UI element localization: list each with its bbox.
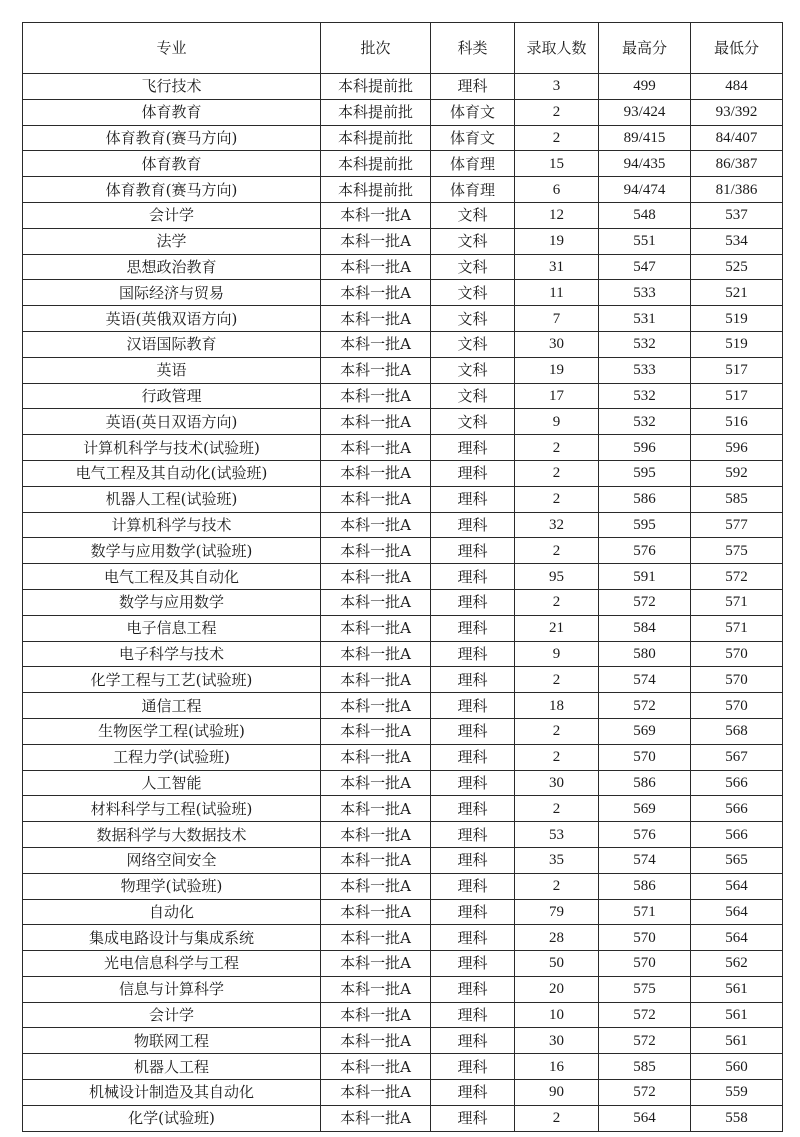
cell-major: 机械设计制造及其自动化 bbox=[23, 1080, 321, 1106]
cell-min-score: 575 bbox=[691, 538, 783, 564]
cell-max-score: 580 bbox=[599, 641, 691, 667]
cell-batch: 本科一批A bbox=[321, 693, 431, 719]
cell-batch: 本科一批A bbox=[321, 822, 431, 848]
cell-admitted-count: 11 bbox=[515, 280, 599, 306]
cell-batch: 本科提前批 bbox=[321, 177, 431, 203]
cell-subject-type: 理科 bbox=[431, 822, 515, 848]
cell-major: 国际经济与贸易 bbox=[23, 280, 321, 306]
table-row bbox=[23, 899, 783, 925]
cell-admitted-count: 2 bbox=[515, 99, 599, 125]
cell-max-score: 586 bbox=[599, 873, 691, 899]
cell-batch: 本科一批A bbox=[321, 718, 431, 744]
cell-min-score: 81/386 bbox=[691, 177, 783, 203]
cell-subject-type: 理科 bbox=[431, 1054, 515, 1080]
cell-max-score: 595 bbox=[599, 460, 691, 486]
cell-min-score: 566 bbox=[691, 822, 783, 848]
cell-subject-type: 理科 bbox=[431, 1105, 515, 1131]
cell-max-score: 586 bbox=[599, 770, 691, 796]
cell-max-score: 595 bbox=[599, 512, 691, 538]
cell-major: 法学 bbox=[23, 228, 321, 254]
table-row bbox=[23, 667, 783, 693]
cell-major: 数学与应用数学(试验班) bbox=[23, 538, 321, 564]
table-row bbox=[23, 822, 783, 848]
cell-admitted-count: 90 bbox=[515, 1080, 599, 1106]
table-row bbox=[23, 796, 783, 822]
cell-subject-type: 理科 bbox=[431, 925, 515, 951]
cell-batch: 本科一批A bbox=[321, 538, 431, 564]
cell-max-score: 570 bbox=[599, 744, 691, 770]
cell-major: 机器人工程 bbox=[23, 1054, 321, 1080]
cell-min-score: 564 bbox=[691, 925, 783, 951]
header-batch: 批次 bbox=[321, 23, 431, 74]
cell-max-score: 575 bbox=[599, 976, 691, 1002]
cell-major: 网络空间安全 bbox=[23, 847, 321, 873]
cell-batch: 本科一批A bbox=[321, 460, 431, 486]
cell-max-score: 596 bbox=[599, 435, 691, 461]
cell-min-score: 566 bbox=[691, 796, 783, 822]
cell-major: 化学(试验班) bbox=[23, 1105, 321, 1131]
table-row bbox=[23, 151, 783, 177]
cell-max-score: 584 bbox=[599, 615, 691, 641]
cell-major: 光电信息科学与工程 bbox=[23, 951, 321, 977]
cell-max-score: 570 bbox=[599, 951, 691, 977]
cell-major: 工程力学(试验班) bbox=[23, 744, 321, 770]
cell-admitted-count: 2 bbox=[515, 1105, 599, 1131]
table-row bbox=[23, 1105, 783, 1131]
table-row bbox=[23, 976, 783, 1002]
cell-batch: 本科一批A bbox=[321, 254, 431, 280]
cell-major: 化学工程与工艺(试验班) bbox=[23, 667, 321, 693]
cell-admitted-count: 2 bbox=[515, 460, 599, 486]
cell-min-score: 570 bbox=[691, 641, 783, 667]
table-row bbox=[23, 357, 783, 383]
cell-admitted-count: 17 bbox=[515, 383, 599, 409]
cell-major: 计算机科学与技术 bbox=[23, 512, 321, 538]
cell-admitted-count: 2 bbox=[515, 538, 599, 564]
cell-batch: 本科一批A bbox=[321, 641, 431, 667]
admission-scores-table bbox=[22, 22, 783, 1132]
table-row bbox=[23, 512, 783, 538]
cell-max-score: 569 bbox=[599, 718, 691, 744]
cell-max-score: 532 bbox=[599, 409, 691, 435]
cell-admitted-count: 32 bbox=[515, 512, 599, 538]
cell-subject-type: 文科 bbox=[431, 409, 515, 435]
cell-batch: 本科一批A bbox=[321, 331, 431, 357]
table-row bbox=[23, 847, 783, 873]
cell-subject-type: 理科 bbox=[431, 951, 515, 977]
table-row bbox=[23, 331, 783, 357]
table-row bbox=[23, 641, 783, 667]
cell-max-score: 532 bbox=[599, 331, 691, 357]
cell-min-score: 561 bbox=[691, 976, 783, 1002]
table-row bbox=[23, 1002, 783, 1028]
table-row bbox=[23, 564, 783, 590]
header-major: 专业 bbox=[23, 23, 321, 74]
cell-max-score: 547 bbox=[599, 254, 691, 280]
table-row bbox=[23, 409, 783, 435]
cell-admitted-count: 2 bbox=[515, 435, 599, 461]
cell-batch: 本科提前批 bbox=[321, 125, 431, 151]
cell-admitted-count: 2 bbox=[515, 744, 599, 770]
cell-major: 思想政治教育 bbox=[23, 254, 321, 280]
table-row bbox=[23, 744, 783, 770]
cell-max-score: 569 bbox=[599, 796, 691, 822]
cell-subject-type: 理科 bbox=[431, 512, 515, 538]
cell-subject-type: 文科 bbox=[431, 383, 515, 409]
cell-subject-type: 文科 bbox=[431, 228, 515, 254]
cell-subject-type: 理科 bbox=[431, 641, 515, 667]
cell-max-score: 564 bbox=[599, 1105, 691, 1131]
cell-min-score: 567 bbox=[691, 744, 783, 770]
cell-major: 体育教育 bbox=[23, 99, 321, 125]
cell-major: 集成电路设计与集成系统 bbox=[23, 925, 321, 951]
cell-subject-type: 理科 bbox=[431, 744, 515, 770]
cell-major: 电子信息工程 bbox=[23, 615, 321, 641]
cell-min-score: 571 bbox=[691, 589, 783, 615]
cell-batch: 本科一批A bbox=[321, 976, 431, 1002]
cell-admitted-count: 16 bbox=[515, 1054, 599, 1080]
cell-min-score: 537 bbox=[691, 202, 783, 228]
cell-min-score: 577 bbox=[691, 512, 783, 538]
cell-admitted-count: 28 bbox=[515, 925, 599, 951]
cell-min-score: 592 bbox=[691, 460, 783, 486]
cell-subject-type: 理科 bbox=[431, 976, 515, 1002]
cell-admitted-count: 3 bbox=[515, 74, 599, 100]
table-body bbox=[23, 74, 783, 1132]
cell-max-score: 94/435 bbox=[599, 151, 691, 177]
table-row bbox=[23, 435, 783, 461]
cell-major: 机器人工程(试验班) bbox=[23, 486, 321, 512]
cell-max-score: 499 bbox=[599, 74, 691, 100]
cell-subject-type: 理科 bbox=[431, 667, 515, 693]
table-row bbox=[23, 460, 783, 486]
cell-subject-type: 理科 bbox=[431, 796, 515, 822]
cell-max-score: 572 bbox=[599, 1028, 691, 1054]
cell-batch: 本科一批A bbox=[321, 1054, 431, 1080]
cell-admitted-count: 9 bbox=[515, 409, 599, 435]
table-row bbox=[23, 306, 783, 332]
header-admitted-count: 录取人数 bbox=[515, 23, 599, 74]
cell-subject-type: 理科 bbox=[431, 615, 515, 641]
cell-major: 自动化 bbox=[23, 899, 321, 925]
table-row bbox=[23, 74, 783, 100]
cell-min-score: 84/407 bbox=[691, 125, 783, 151]
table-row bbox=[23, 1080, 783, 1106]
cell-admitted-count: 2 bbox=[515, 125, 599, 151]
cell-min-score: 572 bbox=[691, 564, 783, 590]
cell-batch: 本科一批A bbox=[321, 951, 431, 977]
cell-batch: 本科一批A bbox=[321, 744, 431, 770]
cell-subject-type: 理科 bbox=[431, 538, 515, 564]
cell-min-score: 519 bbox=[691, 331, 783, 357]
cell-subject-type: 理科 bbox=[431, 1002, 515, 1028]
cell-admitted-count: 15 bbox=[515, 151, 599, 177]
cell-major: 体育教育(赛马方向) bbox=[23, 177, 321, 203]
cell-batch: 本科一批A bbox=[321, 486, 431, 512]
cell-min-score: 561 bbox=[691, 1002, 783, 1028]
cell-major: 体育教育(赛马方向) bbox=[23, 125, 321, 151]
cell-batch: 本科提前批 bbox=[321, 151, 431, 177]
cell-max-score: 572 bbox=[599, 1080, 691, 1106]
cell-batch: 本科一批A bbox=[321, 435, 431, 461]
cell-batch: 本科一批A bbox=[321, 202, 431, 228]
cell-max-score: 93/424 bbox=[599, 99, 691, 125]
cell-max-score: 572 bbox=[599, 1002, 691, 1028]
cell-batch: 本科一批A bbox=[321, 1080, 431, 1106]
cell-min-score: 566 bbox=[691, 770, 783, 796]
table-row bbox=[23, 383, 783, 409]
cell-admitted-count: 20 bbox=[515, 976, 599, 1002]
cell-admitted-count: 6 bbox=[515, 177, 599, 203]
cell-subject-type: 理科 bbox=[431, 1028, 515, 1054]
cell-max-score: 576 bbox=[599, 822, 691, 848]
cell-min-score: 561 bbox=[691, 1028, 783, 1054]
cell-major: 英语(英日双语方向) bbox=[23, 409, 321, 435]
cell-max-score: 533 bbox=[599, 280, 691, 306]
cell-admitted-count: 2 bbox=[515, 718, 599, 744]
cell-batch: 本科一批A bbox=[321, 1028, 431, 1054]
cell-min-score: 562 bbox=[691, 951, 783, 977]
cell-major: 数学与应用数学 bbox=[23, 589, 321, 615]
table-row bbox=[23, 125, 783, 151]
cell-subject-type: 理科 bbox=[431, 899, 515, 925]
cell-subject-type: 理科 bbox=[431, 718, 515, 744]
cell-max-score: 576 bbox=[599, 538, 691, 564]
cell-batch: 本科一批A bbox=[321, 1002, 431, 1028]
cell-subject-type: 体育文 bbox=[431, 125, 515, 151]
cell-admitted-count: 19 bbox=[515, 228, 599, 254]
cell-subject-type: 文科 bbox=[431, 280, 515, 306]
cell-admitted-count: 30 bbox=[515, 770, 599, 796]
cell-min-score: 558 bbox=[691, 1105, 783, 1131]
cell-major: 计算机科学与技术(试验班) bbox=[23, 435, 321, 461]
cell-major: 英语(英俄双语方向) bbox=[23, 306, 321, 332]
cell-subject-type: 理科 bbox=[431, 564, 515, 590]
cell-admitted-count: 53 bbox=[515, 822, 599, 848]
table-row bbox=[23, 615, 783, 641]
cell-admitted-count: 9 bbox=[515, 641, 599, 667]
cell-admitted-count: 10 bbox=[515, 1002, 599, 1028]
cell-min-score: 517 bbox=[691, 383, 783, 409]
cell-subject-type: 理科 bbox=[431, 1080, 515, 1106]
cell-batch: 本科一批A bbox=[321, 409, 431, 435]
cell-subject-type: 文科 bbox=[431, 254, 515, 280]
header-min-score: 最低分 bbox=[691, 23, 783, 74]
cell-max-score: 571 bbox=[599, 899, 691, 925]
cell-min-score: 596 bbox=[691, 435, 783, 461]
table-row bbox=[23, 228, 783, 254]
cell-max-score: 531 bbox=[599, 306, 691, 332]
cell-batch: 本科一批A bbox=[321, 306, 431, 332]
table-row bbox=[23, 1028, 783, 1054]
cell-min-score: 521 bbox=[691, 280, 783, 306]
cell-batch: 本科一批A bbox=[321, 796, 431, 822]
header-subject-type: 科类 bbox=[431, 23, 515, 74]
cell-major: 通信工程 bbox=[23, 693, 321, 719]
cell-batch: 本科一批A bbox=[321, 899, 431, 925]
cell-max-score: 570 bbox=[599, 925, 691, 951]
cell-batch: 本科提前批 bbox=[321, 99, 431, 125]
cell-admitted-count: 2 bbox=[515, 667, 599, 693]
cell-min-score: 484 bbox=[691, 74, 783, 100]
cell-major: 英语 bbox=[23, 357, 321, 383]
cell-min-score: 564 bbox=[691, 873, 783, 899]
cell-major: 电气工程及其自动化 bbox=[23, 564, 321, 590]
cell-min-score: 525 bbox=[691, 254, 783, 280]
table-row bbox=[23, 486, 783, 512]
cell-min-score: 559 bbox=[691, 1080, 783, 1106]
cell-min-score: 516 bbox=[691, 409, 783, 435]
table-row bbox=[23, 718, 783, 744]
cell-subject-type: 文科 bbox=[431, 202, 515, 228]
cell-subject-type: 理科 bbox=[431, 589, 515, 615]
cell-max-score: 94/474 bbox=[599, 177, 691, 203]
cell-major: 物联网工程 bbox=[23, 1028, 321, 1054]
cell-batch: 本科一批A bbox=[321, 925, 431, 951]
cell-max-score: 572 bbox=[599, 589, 691, 615]
cell-subject-type: 理科 bbox=[431, 74, 515, 100]
cell-admitted-count: 95 bbox=[515, 564, 599, 590]
cell-major: 电子科学与技术 bbox=[23, 641, 321, 667]
header-row bbox=[23, 23, 783, 74]
cell-admitted-count: 79 bbox=[515, 899, 599, 925]
cell-subject-type: 理科 bbox=[431, 486, 515, 512]
table-row bbox=[23, 693, 783, 719]
cell-major: 材料科学与工程(试验班) bbox=[23, 796, 321, 822]
cell-subject-type: 文科 bbox=[431, 331, 515, 357]
table-row bbox=[23, 99, 783, 125]
cell-admitted-count: 2 bbox=[515, 796, 599, 822]
cell-admitted-count: 7 bbox=[515, 306, 599, 332]
cell-max-score: 551 bbox=[599, 228, 691, 254]
cell-major: 电气工程及其自动化(试验班) bbox=[23, 460, 321, 486]
table-row bbox=[23, 254, 783, 280]
cell-min-score: 517 bbox=[691, 357, 783, 383]
cell-batch: 本科一批A bbox=[321, 589, 431, 615]
cell-major: 飞行技术 bbox=[23, 74, 321, 100]
cell-major: 信息与计算科学 bbox=[23, 976, 321, 1002]
cell-major: 数据科学与大数据技术 bbox=[23, 822, 321, 848]
cell-major: 汉语国际教育 bbox=[23, 331, 321, 357]
cell-admitted-count: 30 bbox=[515, 1028, 599, 1054]
cell-major: 体育教育 bbox=[23, 151, 321, 177]
cell-batch: 本科一批A bbox=[321, 873, 431, 899]
cell-min-score: 570 bbox=[691, 667, 783, 693]
table-row bbox=[23, 1054, 783, 1080]
cell-batch: 本科一批A bbox=[321, 847, 431, 873]
table-row bbox=[23, 177, 783, 203]
cell-batch: 本科一批A bbox=[321, 280, 431, 306]
cell-min-score: 519 bbox=[691, 306, 783, 332]
table-row bbox=[23, 873, 783, 899]
cell-admitted-count: 18 bbox=[515, 693, 599, 719]
cell-min-score: 565 bbox=[691, 847, 783, 873]
cell-batch: 本科一批A bbox=[321, 1105, 431, 1131]
table-row bbox=[23, 280, 783, 306]
cell-max-score: 89/415 bbox=[599, 125, 691, 151]
cell-max-score: 533 bbox=[599, 357, 691, 383]
cell-admitted-count: 31 bbox=[515, 254, 599, 280]
cell-subject-type: 文科 bbox=[431, 357, 515, 383]
cell-major: 行政管理 bbox=[23, 383, 321, 409]
cell-subject-type: 体育理 bbox=[431, 177, 515, 203]
cell-min-score: 534 bbox=[691, 228, 783, 254]
cell-max-score: 574 bbox=[599, 847, 691, 873]
cell-min-score: 585 bbox=[691, 486, 783, 512]
cell-subject-type: 理科 bbox=[431, 770, 515, 796]
cell-max-score: 548 bbox=[599, 202, 691, 228]
cell-max-score: 574 bbox=[599, 667, 691, 693]
cell-max-score: 585 bbox=[599, 1054, 691, 1080]
cell-batch: 本科一批A bbox=[321, 564, 431, 590]
cell-min-score: 568 bbox=[691, 718, 783, 744]
cell-major: 生物医学工程(试验班) bbox=[23, 718, 321, 744]
table-row bbox=[23, 202, 783, 228]
cell-min-score: 564 bbox=[691, 899, 783, 925]
cell-major: 人工智能 bbox=[23, 770, 321, 796]
cell-major: 会计学 bbox=[23, 1002, 321, 1028]
cell-batch: 本科一批A bbox=[321, 512, 431, 538]
cell-subject-type: 理科 bbox=[431, 873, 515, 899]
cell-batch: 本科一批A bbox=[321, 383, 431, 409]
cell-max-score: 572 bbox=[599, 693, 691, 719]
cell-admitted-count: 30 bbox=[515, 331, 599, 357]
cell-admitted-count: 50 bbox=[515, 951, 599, 977]
cell-batch: 本科一批A bbox=[321, 770, 431, 796]
cell-admitted-count: 2 bbox=[515, 873, 599, 899]
cell-subject-type: 体育文 bbox=[431, 99, 515, 125]
cell-admitted-count: 21 bbox=[515, 615, 599, 641]
cell-subject-type: 理科 bbox=[431, 435, 515, 461]
header-max-score: 最高分 bbox=[599, 23, 691, 74]
table-row bbox=[23, 925, 783, 951]
cell-admitted-count: 19 bbox=[515, 357, 599, 383]
cell-batch: 本科提前批 bbox=[321, 74, 431, 100]
cell-subject-type: 理科 bbox=[431, 460, 515, 486]
cell-subject-type: 理科 bbox=[431, 847, 515, 873]
cell-admitted-count: 2 bbox=[515, 486, 599, 512]
cell-admitted-count: 12 bbox=[515, 202, 599, 228]
table-row bbox=[23, 538, 783, 564]
cell-max-score: 591 bbox=[599, 564, 691, 590]
cell-max-score: 586 bbox=[599, 486, 691, 512]
cell-batch: 本科一批A bbox=[321, 228, 431, 254]
cell-min-score: 93/392 bbox=[691, 99, 783, 125]
cell-min-score: 86/387 bbox=[691, 151, 783, 177]
table-row bbox=[23, 770, 783, 796]
cell-subject-type: 体育理 bbox=[431, 151, 515, 177]
cell-batch: 本科一批A bbox=[321, 357, 431, 383]
cell-major: 物理学(试验班) bbox=[23, 873, 321, 899]
cell-min-score: 560 bbox=[691, 1054, 783, 1080]
cell-min-score: 570 bbox=[691, 693, 783, 719]
cell-batch: 本科一批A bbox=[321, 615, 431, 641]
table-row bbox=[23, 589, 783, 615]
cell-min-score: 571 bbox=[691, 615, 783, 641]
cell-major: 会计学 bbox=[23, 202, 321, 228]
cell-subject-type: 理科 bbox=[431, 693, 515, 719]
cell-admitted-count: 35 bbox=[515, 847, 599, 873]
cell-admitted-count: 2 bbox=[515, 589, 599, 615]
cell-subject-type: 文科 bbox=[431, 306, 515, 332]
table-row bbox=[23, 951, 783, 977]
cell-max-score: 532 bbox=[599, 383, 691, 409]
cell-batch: 本科一批A bbox=[321, 667, 431, 693]
